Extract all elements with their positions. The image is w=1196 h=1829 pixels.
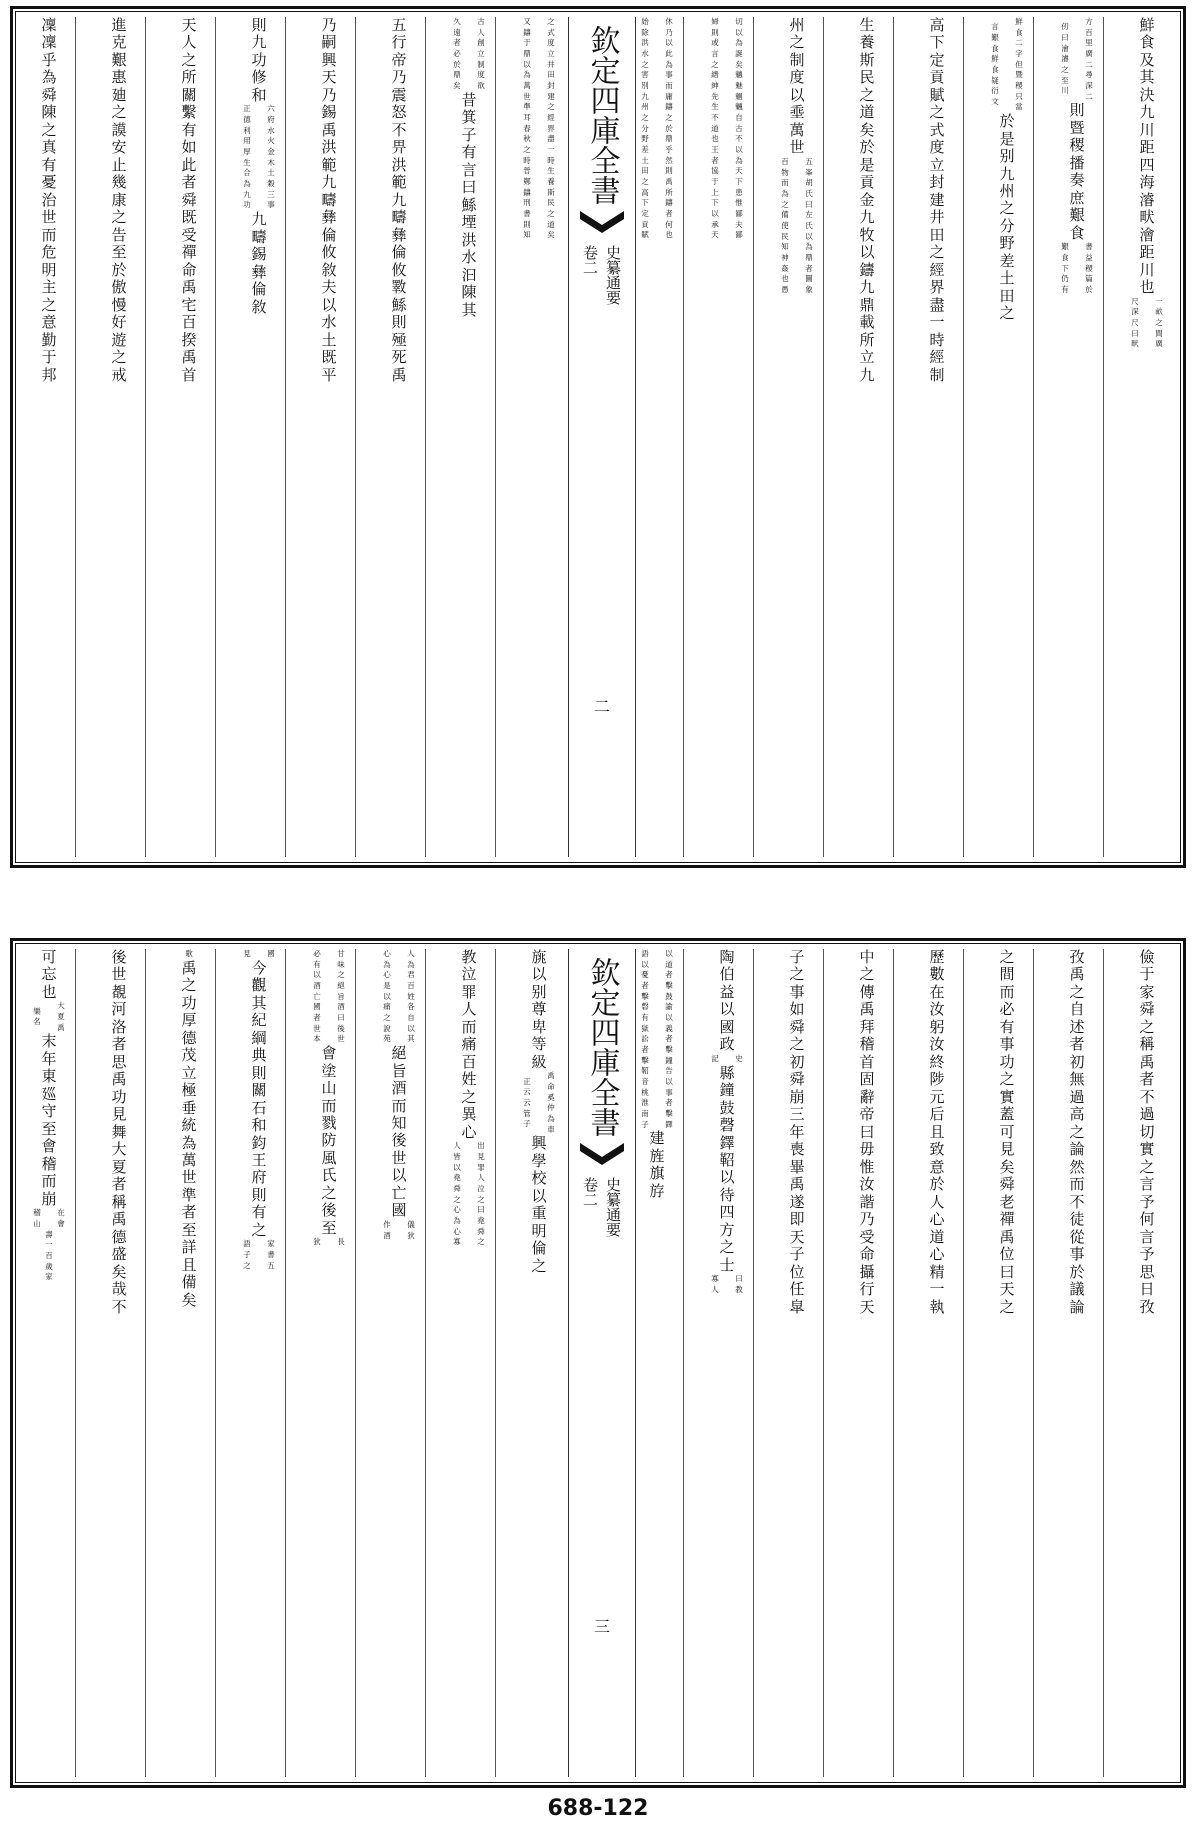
annotation [631, 949, 683, 1130]
text-column [1051, 17, 1104, 857]
gutter-folio: 二 [593, 697, 610, 716]
annotation-line: 之 式 度 立 井 田 封 建 之 經 界 盡 一 時 生 養 斯 民 之 道 矣 [547, 17, 555, 240]
text-column [981, 17, 1034, 857]
main-text: 鮮 食 及 其 決 九 川 距 四 海 濬 畎 澮 距 川 也 [1139, 16, 1155, 297]
annotation-line: 心 為 心 是 以 痛 之 說 苑 [383, 949, 391, 1044]
main-text: 昔 箕 子 有 言 曰 鯀 堙 洪 水 汩 陳 其 [461, 90, 477, 319]
gutter-juan: 卷二 [581, 1177, 599, 1207]
text-column [513, 949, 565, 1777]
annotation [1051, 17, 1103, 102]
main-text: 九 疇 錫 彝 倫 敘 [251, 210, 267, 316]
text-column [631, 949, 684, 1777]
bottom-leaf [10, 938, 1186, 1788]
text-column [23, 17, 76, 857]
annotation-line: 書 五 [267, 1250, 275, 1270]
annotation-line: 壽 一 百 歲 家 [45, 1229, 53, 1282]
text-column [303, 949, 356, 1777]
main-text: 則 暨 稷 播 奏 庶 艱 食 [1069, 101, 1085, 242]
text-column [841, 17, 894, 857]
main-text: 縣 鐘 鼓 磬 鐸 鞀 以 待 四 方 之 士 [719, 1063, 735, 1274]
annotation-line: 子 之 [243, 1250, 251, 1270]
text-column [631, 17, 684, 857]
main-text: 可 忘 也 [41, 948, 57, 1001]
top-right-half [631, 17, 1173, 857]
text-column [443, 949, 496, 1777]
annotation-line: 言 艱 食 鮮 食 疑 衍 文 [991, 22, 999, 107]
text-column [1121, 949, 1173, 1777]
annotation [1051, 242, 1103, 295]
main-text: 乃 嗣 興 天 乃 錫 禹 洪 範 九 疇 彝 倫 攸 敘 夫 以 水 土 既 平 [321, 16, 337, 384]
main-text: 今 觀 其 紀 綱 典 則 關 石 和 鈞 王 府 則 有 之 [251, 958, 267, 1239]
annotation [23, 1230, 75, 1283]
annotation-line: 語 以 憂 者 擊 磬 有 獄 訟 者 擊 鞀 音 桃 淮 南 子 [641, 949, 649, 1129]
text-column [163, 17, 216, 857]
text-column [233, 949, 286, 1777]
main-text: 興 學 校 以 重 明 倫 之 [531, 1134, 547, 1275]
annotation-line: 六 府 水 火 金 木 土 穀 三 事 [267, 104, 275, 210]
text-column [443, 17, 496, 857]
annotation-line: 稽 山 [33, 1208, 41, 1228]
annotation-line: 寡 人 [711, 1274, 719, 1295]
bottom-right-half [631, 949, 1173, 1777]
main-text: 高 下 定 貢 賦 之 式 度 立 封 建 井 田 之 經 界 盡 一 時 經 制 [929, 16, 945, 384]
gutter-book-title: 史纂通要 [604, 245, 622, 305]
annotation-line: 休 乃 以 此 為 事 而 庸 鑄 之 於 鼎 乎 然 則 禹 所 鑄 者 何 也 [665, 17, 673, 240]
annotation-line: 人 皆 以 堯 舜 之 心 為 心 寡 [453, 1141, 461, 1247]
annotation-line: 記 [711, 1053, 719, 1063]
main-text: 末 年 東 廵 守 至 會 稽 而 崩 [41, 1032, 57, 1208]
main-text: 進 克 艱 惠 廸 之 謨 安 止 幾 康 之 告 至 於 傲 慢 好 遊 之 戒 [111, 16, 127, 384]
gutter-library-title: 欽定四庫全書 [584, 957, 620, 1137]
text-column [771, 949, 824, 1777]
annotation [443, 17, 495, 92]
annotation-line: 切 以 為 誕 矣 魑 魅 魍 魎 自 古 不 以 為 天 下 患 惟 鄙 夫 鄙 [735, 17, 743, 240]
main-text: 建 旌 旗 斿 [649, 1129, 665, 1200]
page-number: 688-122 [547, 1796, 649, 1821]
text-column [373, 17, 426, 857]
bottom-gutter [568, 949, 636, 1777]
annotation-line: 狄 [313, 1237, 321, 1247]
annotation-line: 又 鑄 于 鼎 以 為 萬 世 準 耳 春 秋 之 時 晉 鄭 鑄 刑 書 則 知 [523, 17, 531, 240]
main-text: 天 人 之 所 關 繫 有 如 此 者 舜 既 受 禪 命 禹 宅 百 揆 禹 首 [181, 16, 197, 384]
gutter-book-title: 史纂通要 [604, 1177, 622, 1237]
annotation-line: 大 夏 禹 [57, 1001, 65, 1032]
annotation-line: 曰 教 [735, 1274, 743, 1295]
top-gutter [568, 17, 636, 857]
main-text: 五 行 帝 乃 震 怒 不 畀 洪 範 九 疇 彝 倫 攸 斁 鯀 則 殛 死 禹 [391, 16, 407, 384]
annotation-line: 語 [243, 1239, 251, 1249]
annotation [701, 17, 753, 241]
main-text: 儉 于 家 舜 之 稱 禹 者 不 過 切 實 之 言 予 何 言 予 思 日 孜 [1139, 948, 1155, 1316]
annotation-line: 仞 曰 澮 濬 之 至 川 [1061, 22, 1069, 96]
text-column [841, 949, 894, 1777]
annotation-line: 人 為 君 百 姓 各 自 以 其 [407, 949, 415, 1044]
annotation [981, 17, 1033, 113]
bottom-spread [23, 949, 1173, 1777]
main-text: 後 世 覩 河 洛 者 思 禹 功 見 舞 大 夏 者 稱 禹 德 盛 矣 哉 不 [111, 948, 127, 1316]
annotation-line: 方 百 里 廣 二 尋 深 二 [1085, 17, 1093, 101]
annotation-line: 久 遠 者 必 於 鼎 矣 [453, 17, 461, 91]
annotation-line: 婦 則 或 言 之 縉 紳 先 生 不 道 也 王 者 協 于 上 下 以 承 天 [711, 17, 719, 240]
text-column [163, 949, 216, 1777]
gutter-juan: 卷二 [581, 245, 599, 275]
main-text: 歷 數 在 汝 躬 汝 終 陟 元 后 且 致 意 於 人 心 道 心 精 一 執 [929, 948, 945, 1316]
text-column [373, 949, 426, 1777]
annotation-line: 儀 狄 [407, 1219, 415, 1240]
annotation-line: 五 峯 胡 氏 曰 左 氏 以 為 鼎 者 圖 象 [805, 156, 813, 294]
text-column [93, 949, 146, 1777]
annotation-line: 國 [267, 949, 275, 958]
annotation [701, 1054, 753, 1065]
gutter-meta [580, 245, 624, 305]
annotation [303, 1237, 355, 1248]
text-column [911, 949, 964, 1777]
annotation [701, 1274, 753, 1295]
annotation-line: 始 除 洪 水 之 害 別 九 州 之 分 野 差 土 田 之 高 下 定 貢 賦 [641, 17, 649, 240]
main-text: 於 是 别 九 州 之 分 野 差 土 田 之 [999, 112, 1015, 323]
text-column [233, 17, 286, 857]
annotation-line: 一 畝 之 間 廣 [1155, 296, 1163, 349]
annotation-line: 鮮 食 二 字 但 暨 稷 只 當 [1015, 17, 1023, 112]
annotation [513, 17, 565, 241]
annotation-line: 甘 味 之 絕 旨 酒 曰 後 世 [337, 949, 345, 1044]
text-column [911, 17, 964, 857]
annotation-line: 百 物 而 為 之 備 使 民 知 神 姦 也 愚 [781, 156, 789, 294]
annotation-line: 以 道 者 擊 鼓 諭 以 義 者 擊 鐘 告 以 事 者 擊 鐸 [665, 949, 673, 1129]
main-text: 生 養 斯 民 之 道 矣 於 是 貢 金 九 牧 以 鑄 九 鼎 載 所 立 九 [859, 16, 875, 384]
gutter-folio: 三 [593, 1617, 610, 1636]
annotation-line: 史 [735, 1053, 743, 1063]
top-spread [23, 17, 1173, 857]
main-text: 孜 禹 之 自 述 者 初 無 過 高 之 論 然 而 不 徒 從 事 於 議 論 [1069, 948, 1085, 1316]
main-text: 子 之 事 如 舜 之 初 舜 崩 三 年 喪 畢 禹 遂 即 天 子 位 任 皐 [789, 948, 805, 1316]
gutter-meta [580, 1177, 624, 1237]
text-column [1121, 17, 1173, 857]
main-text: 絕 旨 酒 而 知 後 世 以 亡 國 [391, 1044, 407, 1220]
annotation-line: 禹 命 奚 仲 為 車 [547, 1071, 555, 1134]
text-column [513, 17, 565, 857]
annotation-line: 書 益 稷 篇 於 [1085, 242, 1093, 294]
annotation [233, 104, 285, 211]
annotation-line: 必 有 以 酒 亡 國 者 世 本 [313, 949, 321, 1044]
annotation-line: 樂 名 [33, 1006, 41, 1027]
annotation-line: 見 [243, 949, 251, 958]
text-column [771, 17, 824, 857]
annotation-line: 正 德 利 用 厚 生 合 為 九 功 [243, 104, 251, 210]
annotation [1121, 297, 1173, 350]
main-text: 教 泣 罪 人 而 痛 百 姓 之 異 心 [461, 948, 477, 1141]
annotation-line: 艱 食 下 仍 有 [1061, 242, 1069, 294]
annotation [23, 1208, 75, 1229]
annotation [373, 949, 425, 1045]
main-text: 之 間 而 必 有 事 功 之 實 蓋 可 見 矣 舜 老 禪 禹 位 曰 天 之 [999, 948, 1015, 1316]
annotation-line: 正 云 云 管 子 [523, 1076, 531, 1129]
main-text: 凜 凜 乎 為 舜 陳 之 真 有 憂 治 世 而 危 明 主 之 意 勤 于 邦 [41, 16, 57, 384]
annotation-line: 長 [337, 1237, 345, 1247]
main-text: 禹 之 功 厚 德 茂 立 極 垂 統 為 萬 世 準 者 至 詳 且 備 矣 [181, 958, 197, 1309]
annotation-line: 作 酒 [383, 1219, 391, 1240]
text-column [303, 17, 356, 857]
main-text: 州 之 制 度 以 埀 萬 世 [789, 16, 805, 157]
annotation [443, 1141, 495, 1248]
annotation [513, 1071, 565, 1135]
text-column [981, 949, 1034, 1777]
text-column [701, 949, 754, 1777]
annotation [631, 17, 683, 241]
annotation [23, 1001, 75, 1033]
main-text: 陶 伯 益 以 國 政 [719, 948, 735, 1054]
annotation [373, 1220, 425, 1241]
annotation [233, 1250, 285, 1271]
main-text: 會 塗 山 而 戮 防 風 氏 之 後 至 [321, 1044, 337, 1237]
annotation-line: 家 [267, 1239, 275, 1249]
fish-tail-icon [580, 211, 624, 233]
annotation-line: 在 會 [57, 1208, 65, 1228]
top-left-half [23, 17, 565, 857]
annotation-line: 尺 深 尺 曰 畎 [1131, 296, 1139, 349]
main-text: 旐 以 别 尊 卑 等 級 [531, 948, 547, 1071]
annotation-line: 歌 [185, 949, 193, 958]
text-column [701, 17, 754, 857]
text-column [23, 949, 76, 1777]
main-text: 中 之 傳 禹 拜 稽 首 固 辭 帝 曰 毋 惟 汝 諧 乃 受 命 攝 行 天 [859, 948, 875, 1316]
fish-tail-icon [580, 1143, 624, 1165]
annotation-line: 古 人 創 立 制 度 欲 [477, 17, 485, 91]
annotation [303, 949, 355, 1045]
annotation [771, 157, 823, 296]
bottom-left-half [23, 949, 565, 1777]
top-leaf [10, 6, 1186, 868]
annotation-line: 出 見 罪 人 泣 之 曰 堯 舜 之 [477, 1141, 485, 1247]
main-text: 則 九 功 修 和 [251, 16, 267, 104]
text-column [93, 17, 146, 857]
annotation [233, 1239, 285, 1250]
text-column [1051, 949, 1104, 1777]
gutter-library-title: 欽定四庫全書 [584, 25, 620, 205]
